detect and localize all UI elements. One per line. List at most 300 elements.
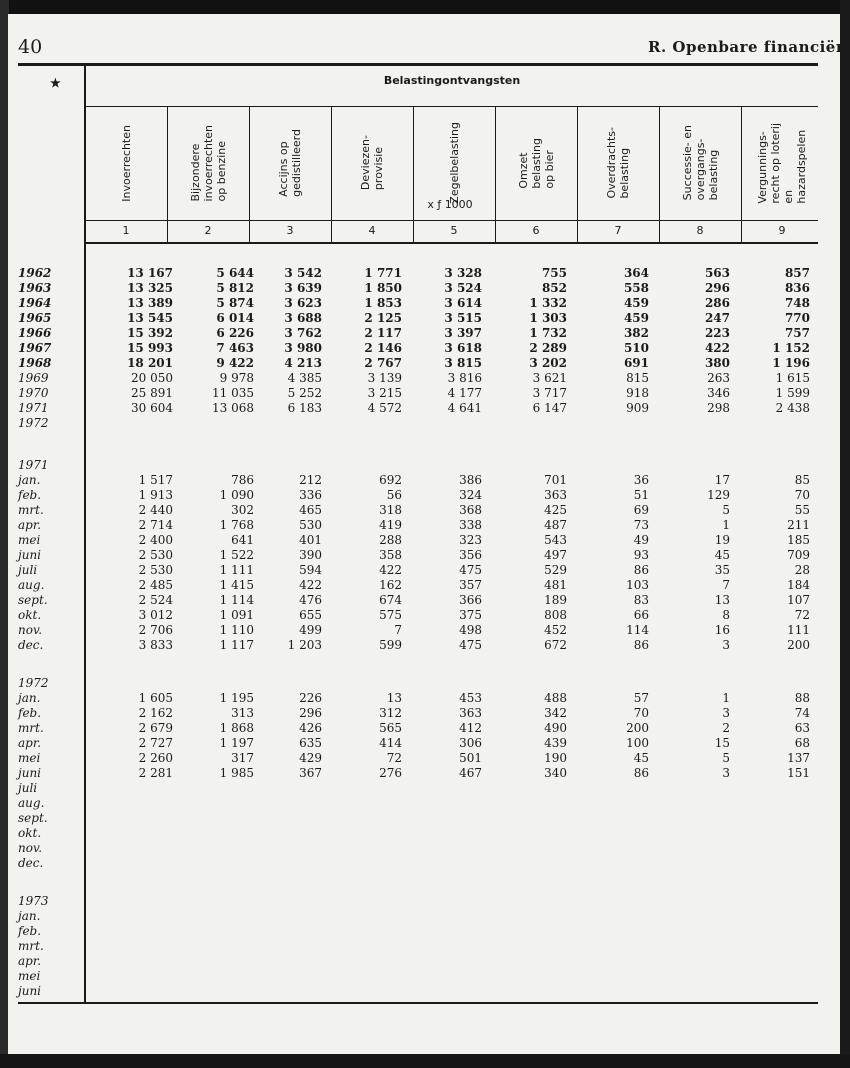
row-label: apr. <box>18 736 42 750</box>
table-cell: 223 <box>704 326 730 340</box>
table-cell: 510 <box>623 341 649 355</box>
year-heading: 1972 <box>18 676 49 690</box>
table-cell: 3 139 <box>367 371 402 385</box>
column-separator <box>249 106 250 242</box>
table-cell: 298 <box>707 401 730 415</box>
table-cell: 107 <box>787 593 810 607</box>
column-number-2: 2 <box>204 224 212 237</box>
column-header-1 <box>86 108 166 218</box>
table-cell: 529 <box>544 563 567 577</box>
table-cell: 114 <box>626 623 649 637</box>
table-cell: 30 604 <box>131 401 173 415</box>
table-cell: 3 614 <box>444 296 482 310</box>
table-cell: 755 <box>541 266 567 280</box>
table-cell: 137 <box>787 751 810 765</box>
table-cell: 3 <box>722 638 730 652</box>
table-cell: 276 <box>379 766 402 780</box>
table-cell: 390 <box>299 548 322 562</box>
table-cell: 364 <box>623 266 649 280</box>
table-cell: 2 <box>722 721 730 735</box>
table-cell: 3 639 <box>284 281 322 295</box>
table-cell: 2 117 <box>364 326 402 340</box>
table-cell: 1 111 <box>219 563 254 577</box>
table-cell: 1 <box>722 518 730 532</box>
table-cell: 3 688 <box>284 311 322 325</box>
table-cell: 17 <box>714 473 730 487</box>
column-separator <box>741 106 742 242</box>
table-cell: 69 <box>633 503 649 517</box>
table-cell: 56 <box>386 488 402 502</box>
table-cell: 5 <box>722 503 730 517</box>
table-cell: 68 <box>794 736 810 750</box>
column-number-4: 4 <box>368 224 376 237</box>
table-cell: 55 <box>794 503 810 517</box>
table-cell: 1 605 <box>138 691 173 705</box>
table-cell: 497 <box>544 548 567 562</box>
table-cell: 4 641 <box>447 401 482 415</box>
table-cell: 73 <box>633 518 649 532</box>
table-cell: 748 <box>784 296 810 310</box>
table-cell: 3 524 <box>444 281 482 295</box>
table-cell: 475 <box>459 563 482 577</box>
table-cell: 185 <box>787 533 810 547</box>
row-label: 1965 <box>18 311 52 325</box>
column-header-7 <box>578 108 658 218</box>
table-cell: 302 <box>231 503 254 517</box>
table-cell: 36 <box>633 473 649 487</box>
table-cell: 808 <box>544 608 567 622</box>
row-label: apr. <box>18 954 42 968</box>
table-cell: 2 289 <box>529 341 567 355</box>
table-cell: 2 125 <box>364 311 402 325</box>
table-cell: 426 <box>299 721 322 735</box>
column-separator <box>167 106 168 242</box>
table-cell: 13 <box>386 691 402 705</box>
table-cell: 200 <box>626 721 649 735</box>
row-label: jan. <box>18 691 41 705</box>
table-cell: 2 440 <box>138 503 173 517</box>
row-label: 1968 <box>18 356 52 370</box>
table-cell: 465 <box>299 503 322 517</box>
table-cell: 3 <box>722 706 730 720</box>
table-cell: 129 <box>707 488 730 502</box>
row-label: juli <box>18 563 38 577</box>
table-cell: 358 <box>379 548 402 562</box>
row-label: dec. <box>18 638 44 652</box>
table-cell: 247 <box>704 311 730 325</box>
column-number-6: 6 <box>532 224 540 237</box>
table-cell: 674 <box>379 593 402 607</box>
table-cell: 422 <box>379 563 402 577</box>
section-title: R. Openbare financiën <box>648 38 848 56</box>
table-cell: 3 215 <box>367 386 402 400</box>
row-label: aug. <box>18 578 45 592</box>
table-cell: 709 <box>787 548 810 562</box>
table-cell: 3 623 <box>284 296 322 310</box>
row-label: mrt. <box>18 721 44 735</box>
row-label: 1964 <box>18 296 52 310</box>
scan-bottom-edge <box>0 1054 850 1068</box>
table-cell: 475 <box>459 638 482 652</box>
column-header-label: Deviezen- provisie <box>359 135 385 191</box>
page-number: 40 <box>18 36 43 58</box>
table-cell: 594 <box>299 563 322 577</box>
row-label: 1969 <box>18 371 49 385</box>
table-cell: 565 <box>379 721 402 735</box>
table-cell: 338 <box>459 518 482 532</box>
table-cell: 641 <box>231 533 254 547</box>
table-cell: 382 <box>623 326 649 340</box>
table-cell: 3 762 <box>284 326 322 340</box>
table-cell: 459 <box>623 296 649 310</box>
table-cell: 286 <box>704 296 730 310</box>
table-cell: 487 <box>544 518 567 532</box>
table-cell: 3 980 <box>284 341 322 355</box>
table-cell: 340 <box>544 766 567 780</box>
table-cell: 5 252 <box>287 386 322 400</box>
year-heading: 1973 <box>18 894 49 908</box>
table-cell: 1 615 <box>775 371 810 385</box>
table-cell: 1 868 <box>219 721 254 735</box>
column-separator <box>577 106 578 242</box>
table-cell: 13 167 <box>127 266 173 280</box>
row-label: juni <box>18 984 42 998</box>
table-cell: 422 <box>299 578 322 592</box>
table-cell: 672 <box>544 638 567 652</box>
table-cell: 1 850 <box>364 281 402 295</box>
table-cell: 15 <box>714 736 730 750</box>
table-cell: 2 767 <box>364 356 402 370</box>
column-header-label: Bijzondere invoerrechten op benzine <box>188 124 228 202</box>
column-number-rule-top <box>86 220 818 221</box>
group-title: Belastingontvangsten <box>383 74 521 87</box>
table-cell: 15 392 <box>127 326 173 340</box>
row-label: mrt. <box>18 939 44 953</box>
table-cell: 2 727 <box>138 736 173 750</box>
table-cell: 9 978 <box>219 371 254 385</box>
top-rule <box>18 63 818 66</box>
table-cell: 45 <box>633 751 649 765</box>
table-cell: 226 <box>299 691 322 705</box>
row-label: juni <box>18 548 42 562</box>
table-cell: 263 <box>707 371 730 385</box>
table-cell: 419 <box>379 518 402 532</box>
table-cell: 211 <box>787 518 810 532</box>
table-cell: 6 147 <box>532 401 567 415</box>
table-cell: 212 <box>299 473 322 487</box>
table-cell: 317 <box>231 751 254 765</box>
table-cell: 8 <box>722 608 730 622</box>
table-cell: 336 <box>299 488 322 502</box>
column-number-9: 9 <box>778 224 786 237</box>
table-cell: 635 <box>299 736 322 750</box>
table-cell: 7 <box>394 623 402 637</box>
table-cell: 184 <box>787 578 810 592</box>
table-cell: 151 <box>787 766 810 780</box>
table-cell: 1 415 <box>219 578 254 592</box>
table-cell: 72 <box>386 751 402 765</box>
table-cell: 3 202 <box>529 356 567 370</box>
column-header-label: Overdrachts- belasting <box>605 127 631 199</box>
table-cell: 2 706 <box>138 623 173 637</box>
table-cell: 5 874 <box>216 296 254 310</box>
scan-right-edge <box>840 0 850 1068</box>
table-cell: 909 <box>626 401 649 415</box>
row-label: 1966 <box>18 326 52 340</box>
table-cell: 51 <box>633 488 649 502</box>
row-label: okt. <box>18 608 42 622</box>
table-cell: 757 <box>784 326 810 340</box>
table-cell: 306 <box>459 736 482 750</box>
column-number-3: 3 <box>286 224 294 237</box>
table-cell: 453 <box>459 691 482 705</box>
table-cell: 162 <box>379 578 402 592</box>
table-cell: 1 522 <box>219 548 254 562</box>
table-cell: 1 152 <box>772 341 810 355</box>
table-cell: 1 110 <box>219 623 254 637</box>
table-cell: 4 572 <box>367 401 402 415</box>
table-cell: 1 203 <box>287 638 322 652</box>
column-number-8: 8 <box>696 224 704 237</box>
row-label: 1967 <box>18 341 52 355</box>
table-cell: 35 <box>714 563 730 577</box>
table-cell: 3 621 <box>532 371 567 385</box>
table-cell: 3 397 <box>444 326 482 340</box>
scan-top-edge <box>0 0 850 14</box>
table-cell: 1 599 <box>775 386 810 400</box>
table-cell: 367 <box>299 766 322 780</box>
table-cell: 11 035 <box>212 386 254 400</box>
table-cell: 6 183 <box>287 401 322 415</box>
table-cell: 414 <box>379 736 402 750</box>
table-cell: 13 389 <box>127 296 173 310</box>
column-number-7: 7 <box>614 224 622 237</box>
row-label: mei <box>18 533 41 547</box>
table-cell: 3 833 <box>138 638 173 652</box>
table-cell: 9 422 <box>216 356 254 370</box>
table-cell: 63 <box>794 721 810 735</box>
row-label: jan. <box>18 909 41 923</box>
table-cell: 439 <box>544 736 567 750</box>
table-cell: 296 <box>299 706 322 720</box>
table-cell: 20 050 <box>131 371 173 385</box>
table-cell: 575 <box>379 608 402 622</box>
table-cell: 3 815 <box>444 356 482 370</box>
table-cell: 57 <box>633 691 649 705</box>
table-cell: 28 <box>794 563 810 577</box>
table-cell: 2 400 <box>138 533 173 547</box>
table-cell: 2 162 <box>138 706 173 720</box>
column-header-label: Invoerrechten <box>119 124 133 202</box>
table-cell: 318 <box>379 503 402 517</box>
table-cell: 19 <box>714 533 730 547</box>
table-cell: 1 117 <box>219 638 254 652</box>
column-number-1: 1 <box>122 224 130 237</box>
table-cell: 5 <box>722 751 730 765</box>
table-cell: 501 <box>459 751 482 765</box>
table-cell: 425 <box>544 503 567 517</box>
table-cell: 15 993 <box>127 341 173 355</box>
table-cell: 481 <box>544 578 567 592</box>
table-cell: 488 <box>544 691 567 705</box>
table-cell: 1 768 <box>219 518 254 532</box>
table-cell: 770 <box>784 311 810 325</box>
table-cell: 701 <box>544 473 567 487</box>
table-cell: 375 <box>459 608 482 622</box>
table-cell: 857 <box>784 266 810 280</box>
table-cell: 13 068 <box>212 401 254 415</box>
table-cell: 2 146 <box>364 341 402 355</box>
table-cell: 363 <box>459 706 482 720</box>
table-cell: 380 <box>704 356 730 370</box>
table-cell: 691 <box>623 356 649 370</box>
column-header-label: Zegelbelasting <box>447 122 461 204</box>
table-cell: 1 <box>722 691 730 705</box>
table-cell: 530 <box>299 518 322 532</box>
table-cell: 3 <box>722 766 730 780</box>
row-label: mei <box>18 969 41 983</box>
column-separator <box>331 106 332 242</box>
table-cell: 66 <box>633 608 649 622</box>
table-cell: 2 679 <box>138 721 173 735</box>
column-header-4 <box>332 108 412 218</box>
table-cell: 918 <box>626 386 649 400</box>
row-label: feb. <box>18 706 42 720</box>
row-label: 1970 <box>18 386 49 400</box>
table-cell: 3 717 <box>532 386 567 400</box>
row-label: aug. <box>18 796 45 810</box>
table-cell: 5 812 <box>216 281 254 295</box>
table-cell: 2 524 <box>138 593 173 607</box>
table-cell: 386 <box>459 473 482 487</box>
table-cell: 815 <box>626 371 649 385</box>
table-cell: 86 <box>633 638 649 652</box>
column-header-8 <box>660 108 740 218</box>
table-cell: 1 090 <box>219 488 254 502</box>
table-cell: 1 197 <box>219 736 254 750</box>
row-label: sept. <box>18 593 48 607</box>
column-header-label: Accijns op gedistilleerd <box>277 129 303 197</box>
column-header-label: Vergunnings- recht op loterij en hazardspelen <box>756 122 808 204</box>
star-mark: ★ <box>50 76 61 90</box>
table-cell: 313 <box>231 706 254 720</box>
row-label: feb. <box>18 924 42 938</box>
table-cell: 3 515 <box>444 311 482 325</box>
table-cell: 543 <box>544 533 567 547</box>
table-cell: 852 <box>541 281 567 295</box>
table-cell: 558 <box>623 281 649 295</box>
column-separator <box>659 106 660 242</box>
table-cell: 786 <box>231 473 254 487</box>
column-separator <box>495 106 496 242</box>
table-cell: 4 385 <box>287 371 322 385</box>
unit-label: x ƒ 1000 <box>427 198 473 211</box>
table-cell: 324 <box>459 488 482 502</box>
table-cell: 49 <box>633 533 649 547</box>
table-cell: 363 <box>544 488 567 502</box>
table-cell: 18 201 <box>127 356 173 370</box>
table-cell: 366 <box>459 593 482 607</box>
table-cell: 323 <box>459 533 482 547</box>
table-cell: 3 328 <box>444 266 482 280</box>
table-cell: 357 <box>459 578 482 592</box>
table-cell: 83 <box>633 593 649 607</box>
table-cell: 13 545 <box>127 311 173 325</box>
table-cell: 490 <box>544 721 567 735</box>
year-heading: 1971 <box>18 458 49 472</box>
table-cell: 2 714 <box>138 518 173 532</box>
row-label: mei <box>18 751 41 765</box>
table-cell: 88 <box>794 691 810 705</box>
table-cell: 368 <box>459 503 482 517</box>
table-cell: 312 <box>379 706 402 720</box>
column-header-2 <box>168 108 248 218</box>
column-separator <box>413 106 414 242</box>
table-cell: 356 <box>459 548 482 562</box>
table-cell: 25 891 <box>131 386 173 400</box>
table-cell: 498 <box>459 623 482 637</box>
table-cell: 85 <box>794 473 810 487</box>
table-cell: 6 014 <box>216 311 254 325</box>
table-cell: 599 <box>379 638 402 652</box>
table-cell: 1 091 <box>219 608 254 622</box>
table-cell: 13 <box>714 593 730 607</box>
table-cell: 86 <box>633 766 649 780</box>
row-label: 1971 <box>18 401 49 415</box>
table-cell: 16 <box>714 623 730 637</box>
table-cell: 70 <box>633 706 649 720</box>
table-cell: 1 517 <box>138 473 173 487</box>
row-label: juli <box>18 781 38 795</box>
table-cell: 346 <box>707 386 730 400</box>
table-cell: 190 <box>544 751 567 765</box>
table-cell: 429 <box>299 751 322 765</box>
column-header-label: Omzet belasting op bier <box>516 137 556 189</box>
table-cell: 401 <box>299 533 322 547</box>
table-cell: 103 <box>626 578 649 592</box>
table-cell: 2 530 <box>138 548 173 562</box>
table-cell: 3 542 <box>284 266 322 280</box>
row-label: mrt. <box>18 503 44 517</box>
table-cell: 74 <box>794 706 810 720</box>
table-cell: 499 <box>299 623 322 637</box>
table-cell: 3 816 <box>447 371 482 385</box>
table-cell: 422 <box>704 341 730 355</box>
table-cell: 1 196 <box>772 356 810 370</box>
group-title-rule <box>86 106 818 107</box>
table-cell: 476 <box>299 593 322 607</box>
column-header-9 <box>742 108 822 218</box>
table-cell: 7 463 <box>216 341 254 355</box>
table-cell: 1 853 <box>364 296 402 310</box>
table-cell: 7 <box>722 578 730 592</box>
table-cell: 1 332 <box>529 296 567 310</box>
table-cell: 100 <box>626 736 649 750</box>
table-cell: 2 530 <box>138 563 173 577</box>
table-cell: 2 485 <box>138 578 173 592</box>
table-cell: 93 <box>633 548 649 562</box>
table-cell: 2 281 <box>138 766 173 780</box>
row-label: juni <box>18 766 42 780</box>
row-label: 1963 <box>18 281 52 295</box>
table-cell: 452 <box>544 623 567 637</box>
row-label: 1962 <box>18 266 52 280</box>
column-header-5 <box>414 108 494 218</box>
table-cell: 45 <box>714 548 730 562</box>
table-cell: 86 <box>633 563 649 577</box>
table-cell: 5 644 <box>216 266 254 280</box>
table-cell: 655 <box>299 608 322 622</box>
